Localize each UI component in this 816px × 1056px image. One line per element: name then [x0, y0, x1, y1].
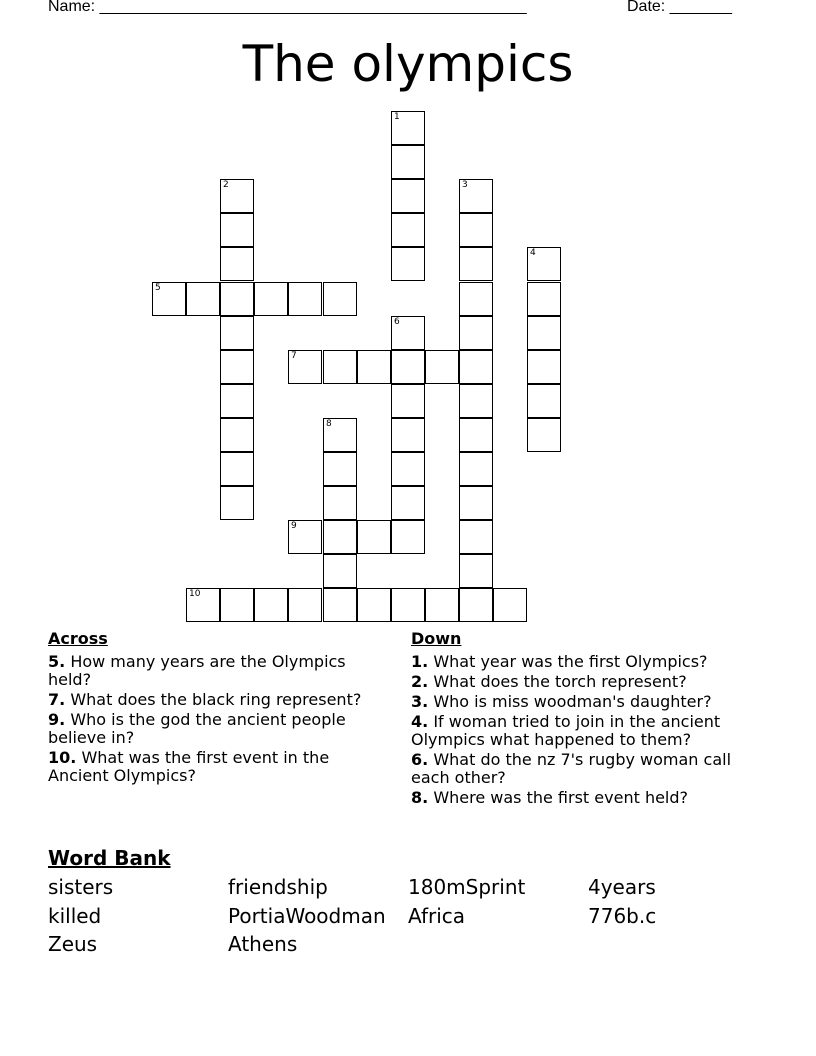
crossword-cell[interactable] [323, 282, 357, 316]
crossword-cell[interactable] [220, 418, 254, 452]
clue-number: 5 [155, 283, 161, 293]
crossword-cell[interactable] [459, 213, 493, 247]
clue-down-8: 8. Where was the first event held? [411, 788, 689, 807]
crossword-cell[interactable] [459, 486, 493, 520]
crossword-cell[interactable] [391, 111, 425, 145]
crossword-cell[interactable] [459, 384, 493, 418]
crossword-cell[interactable] [459, 520, 493, 554]
word-bank-heading: Word Bank [48, 846, 171, 870]
crossword-cell[interactable] [459, 247, 493, 281]
clue-down-2: 2. What does the torch represent? [411, 672, 687, 691]
crossword-cell[interactable] [391, 247, 425, 281]
crossword-cell[interactable] [220, 350, 254, 384]
crossword-cell[interactable] [425, 350, 459, 384]
crossword-cell[interactable] [152, 282, 186, 316]
crossword-cell[interactable] [254, 282, 288, 316]
crossword-cell[interactable] [391, 179, 425, 213]
clue-number: 3 [462, 180, 468, 190]
crossword-cell[interactable] [459, 316, 493, 350]
crossword-cell[interactable] [220, 213, 254, 247]
word-bank-item: 180mSprint [408, 875, 526, 899]
crossword-cell[interactable] [220, 588, 254, 622]
crossword-cell[interactable] [186, 282, 220, 316]
word-bank-item: Zeus [48, 932, 98, 956]
crossword-cell[interactable] [288, 350, 322, 384]
crossword-cell[interactable] [527, 384, 561, 418]
down-heading: Down [411, 629, 462, 648]
crossword-cell[interactable] [425, 588, 459, 622]
crossword-cell[interactable] [323, 452, 357, 486]
crossword-cell[interactable] [391, 213, 425, 247]
crossword-cell[interactable] [357, 588, 391, 622]
crossword-cell[interactable] [323, 350, 357, 384]
crossword-cell[interactable] [220, 179, 254, 213]
clue-across-10: 10. What was the first event in the Ancient Olympics? [48, 748, 330, 785]
crossword-cell[interactable] [459, 282, 493, 316]
crossword-cell[interactable] [220, 282, 254, 316]
crossword-cell[interactable] [391, 145, 425, 179]
crossword-cell[interactable] [527, 418, 561, 452]
crossword-cell[interactable] [391, 486, 425, 520]
clue-down-3: 3. Who is miss woodman's daughter? [411, 692, 712, 711]
crossword-cell[interactable] [323, 554, 357, 588]
date-label: Date: _______ [627, 0, 732, 15]
clue-number: 2 [223, 180, 229, 190]
crossword-cell[interactable] [323, 588, 357, 622]
clue-down-4: 4. If woman tried to join in the ancient Olympics what happened to them? [411, 712, 721, 749]
crossword-cell[interactable] [459, 452, 493, 486]
word-bank-item: Athens [228, 932, 298, 956]
word-bank-item: Africa [408, 903, 466, 928]
crossword-cell[interactable] [391, 452, 425, 486]
crossword-cell[interactable] [323, 486, 357, 520]
word-bank-item: sisters [48, 875, 114, 899]
crossword-cell[interactable] [220, 316, 254, 350]
page-title: The olympics [242, 35, 574, 93]
crossword-cell[interactable] [220, 384, 254, 418]
clue-number: 1 [394, 112, 400, 122]
clue-down-1: 1. What year was the first Olympics? [411, 652, 708, 671]
crossword-cell[interactable] [391, 316, 425, 350]
crossword-cell[interactable] [527, 316, 561, 350]
clue-down-6: 6. What do the nz 7's rugby woman call each other? [411, 750, 732, 787]
word-bank-item: 776b.c [588, 903, 657, 928]
across-heading: Across [48, 629, 108, 648]
clue-across-7: 7. What does the black ring represent? [48, 690, 362, 709]
crossword-cell[interactable] [220, 486, 254, 520]
clue-across-5: 5. How many years are the Olympics held? [48, 652, 346, 689]
name-label: Name: ________________________________________________ [48, 0, 527, 15]
clue-number: 10 [189, 589, 201, 599]
clue-number: 4 [530, 248, 536, 258]
crossword-cell[interactable] [186, 588, 220, 622]
crossword-cell[interactable] [391, 384, 425, 418]
crossword-cell[interactable] [391, 520, 425, 554]
crossword-cell[interactable] [391, 350, 425, 384]
crossword-cell[interactable] [357, 520, 391, 554]
down-clues [411, 629, 761, 809]
clue-number: 8 [326, 419, 332, 429]
crossword-cell[interactable] [323, 418, 357, 452]
crossword-cell[interactable] [391, 588, 425, 622]
crossword-cell[interactable] [527, 282, 561, 316]
crossword-cell[interactable] [493, 588, 527, 622]
crossword-cell[interactable] [459, 554, 493, 588]
crossword-cell[interactable] [459, 418, 493, 452]
crossword-cell[interactable] [288, 520, 322, 554]
crossword-cell[interactable] [288, 588, 322, 622]
crossword-cell[interactable] [459, 588, 493, 622]
word-bank-item: friendship [228, 875, 328, 899]
across-clues [48, 629, 388, 787]
crossword-cell[interactable] [254, 588, 288, 622]
crossword-cell[interactable] [527, 247, 561, 281]
word-bank-item: 4years [588, 875, 656, 899]
clue-number: 7 [291, 351, 297, 361]
crossword-cell[interactable] [527, 350, 561, 384]
clue-number: 6 [394, 317, 400, 327]
crossword-cell[interactable] [459, 179, 493, 213]
clue-number: 9 [291, 521, 297, 531]
word-bank-item: killed [48, 903, 102, 928]
word-bank [48, 845, 768, 959]
crossword-cell[interactable] [220, 247, 254, 281]
crossword-cell[interactable] [323, 520, 357, 554]
crossword-cell[interactable] [391, 418, 425, 452]
crossword-cell[interactable] [459, 350, 493, 384]
crossword-cell[interactable] [220, 452, 254, 486]
crossword-cell[interactable] [357, 350, 391, 384]
word-bank-item: PortiaWoodman [228, 903, 386, 928]
crossword-cell[interactable] [288, 282, 322, 316]
clue-across-9: 9. Who is the god the ancient people believe in? [48, 710, 346, 747]
